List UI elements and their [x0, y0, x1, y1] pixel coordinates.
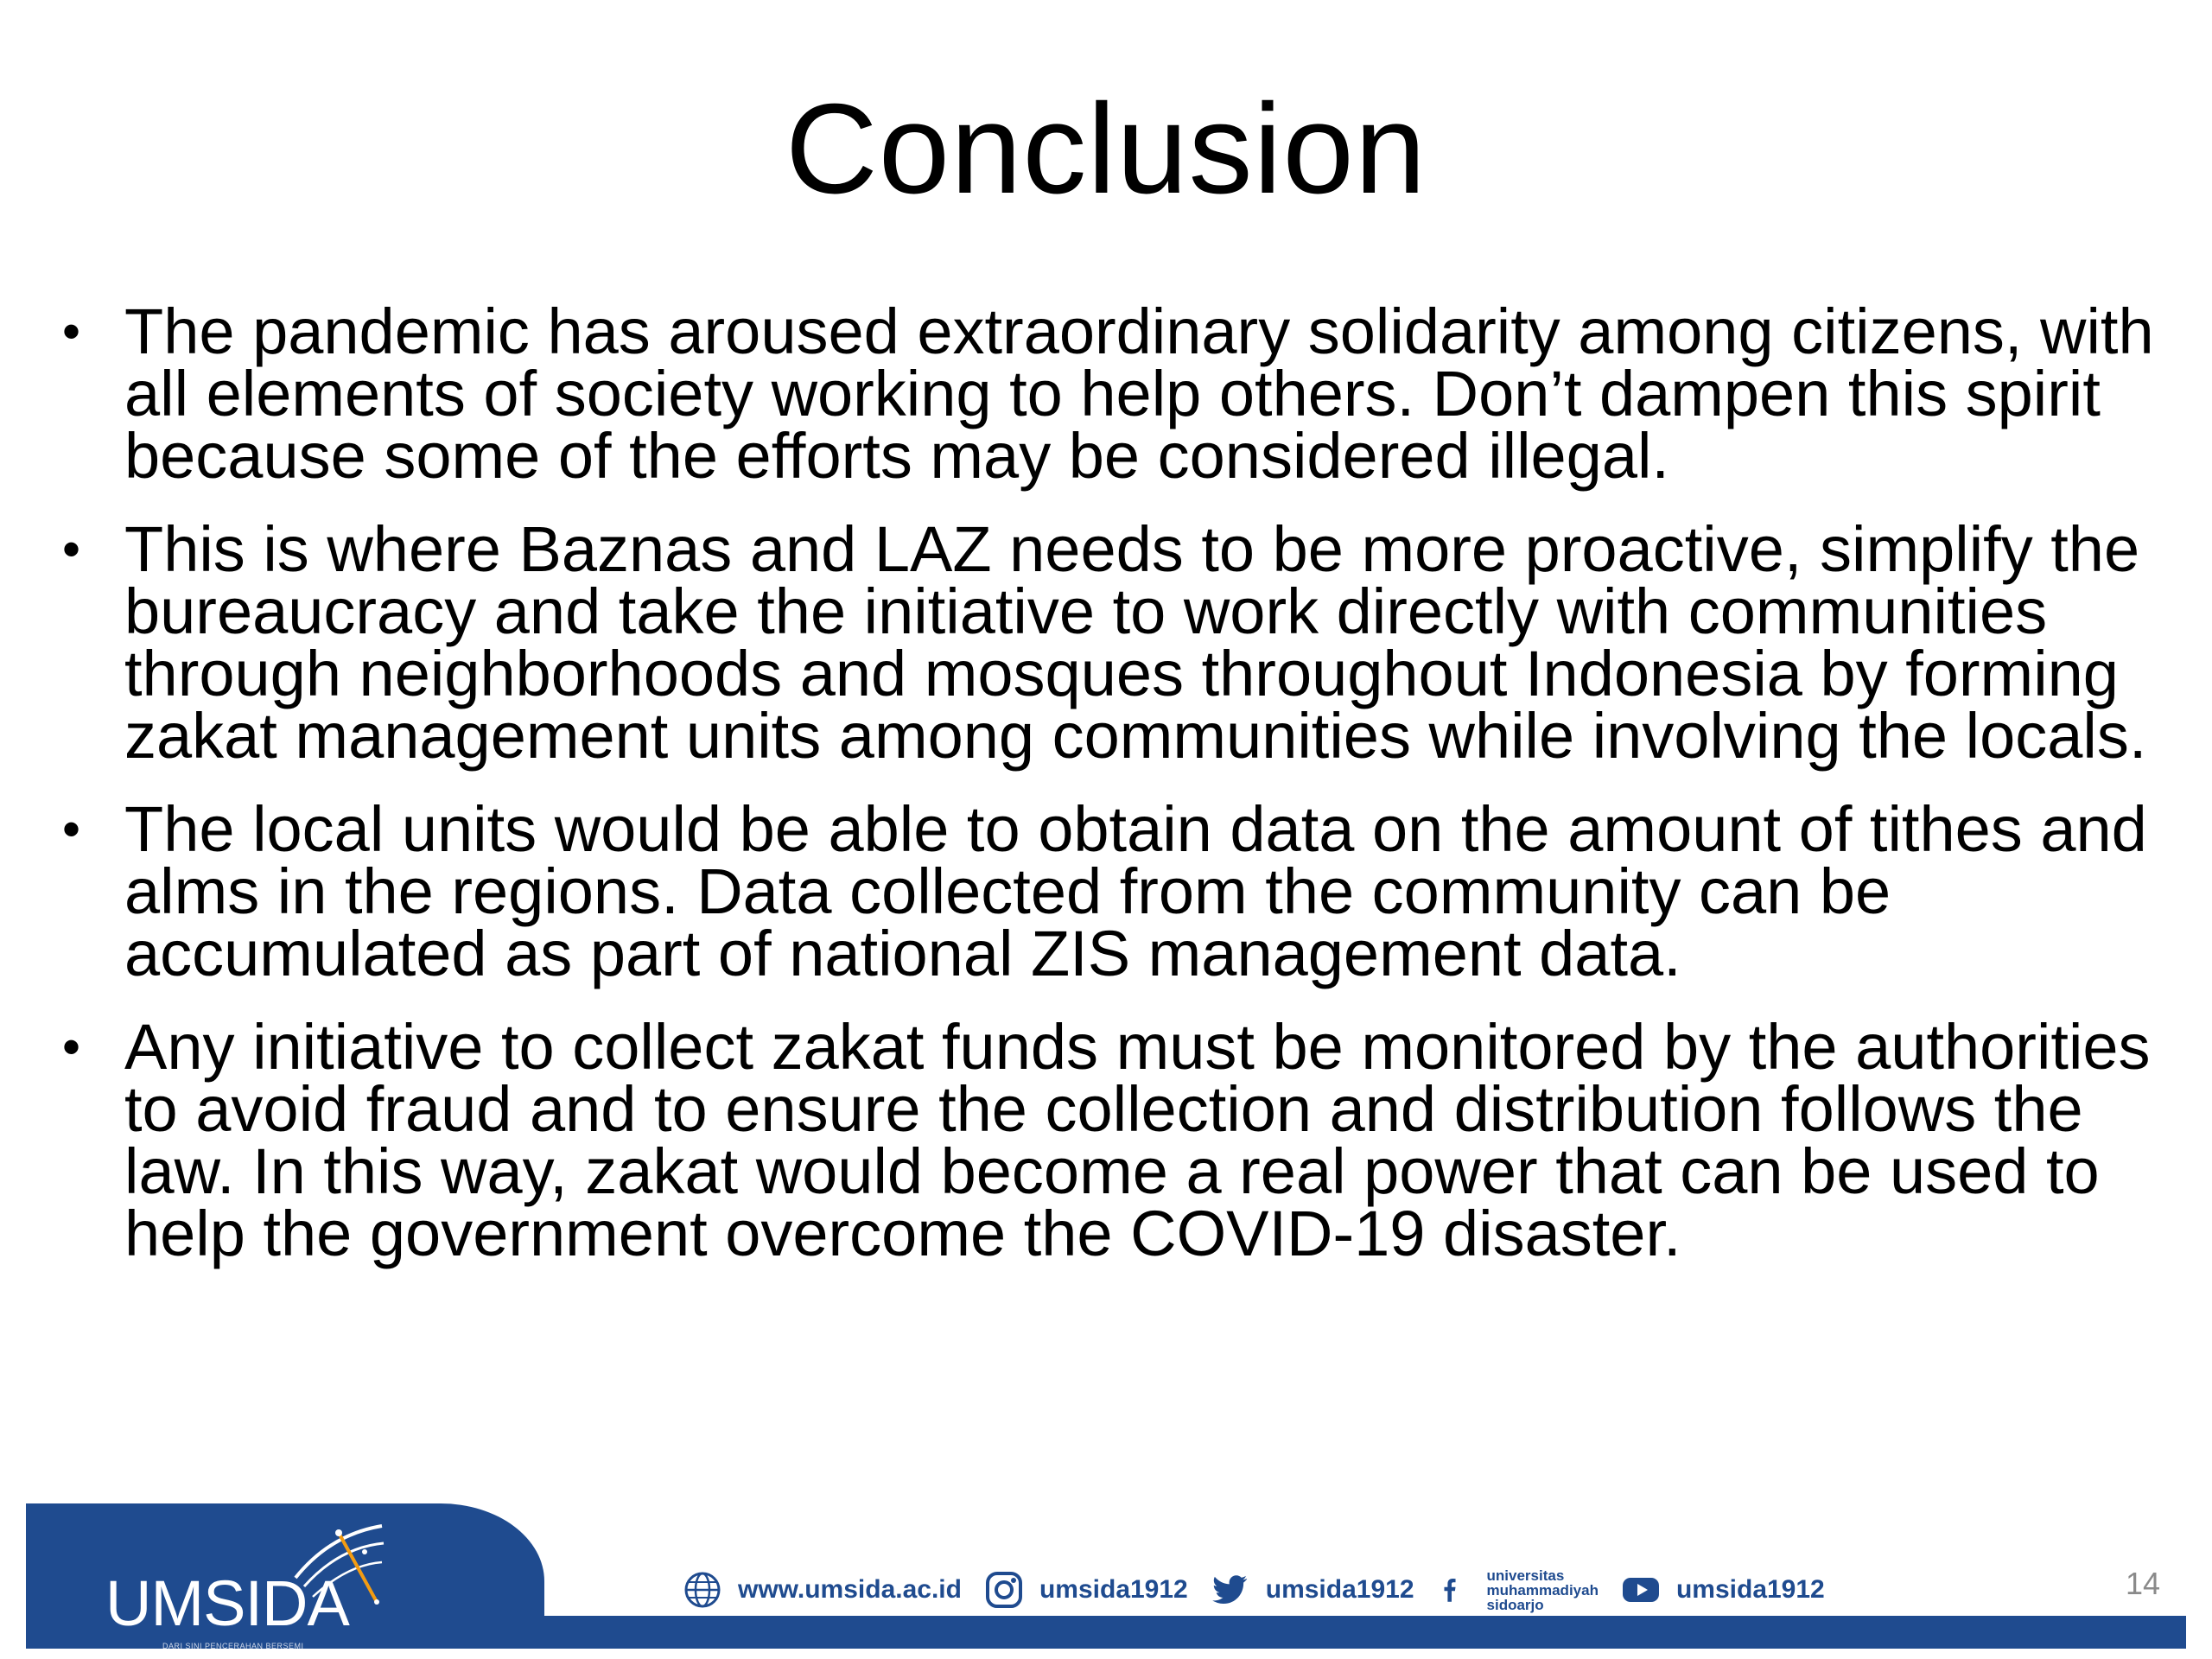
bullet-marker: •	[62, 302, 81, 360]
bullet-list	[59, 296, 2176, 1296]
bullet-text: The pandemic has aroused extraordinary solidarity among citizens, with all elements of society working to help others. Don’t dampen this spirit because some of the efforts may be considered illegal.	[124, 296, 2154, 492]
youtube-link[interactable]	[1621, 1570, 1825, 1610]
facebook-line: muhammadiyah	[1486, 1581, 1599, 1599]
social-links	[683, 1564, 1847, 1616]
page-number: 14	[2125, 1566, 2160, 1601]
youtube-icon	[1621, 1570, 1661, 1610]
logo-tagline: DARI SINI PENCERAHAN BERSEMI	[162, 1642, 304, 1650]
logo-wordmark: UMSIDA	[105, 1567, 349, 1639]
bullet-text: This is where Baznas and LAZ needs to be more proactive, simplify the bureaucracy and take the initiative to work directly with communities through neighborhoods and mosques throughout Indonesia by forming zakat management units among communities while involving the locals.	[124, 513, 2147, 772]
twitter-icon	[1211, 1570, 1250, 1610]
bullet-marker: •	[62, 800, 81, 858]
facebook-name	[1487, 1568, 1599, 1612]
website-text: www.umsida.ac.id	[738, 1575, 962, 1604]
bullet-text: The local units would be able to obtain data on the amount of tithes and alms in the regions. Data collected from the community can be accumulated as part of national ZIS management data.	[124, 793, 2147, 989]
bullet-item	[59, 1011, 2176, 1269]
umsida-logo	[105, 1557, 391, 1650]
website-link[interactable]	[683, 1570, 962, 1610]
bullet-marker: •	[62, 520, 81, 578]
instagram-link[interactable]	[984, 1570, 1188, 1610]
bullet-item	[59, 296, 2176, 492]
facebook-line: universitas	[1486, 1567, 1565, 1584]
slide-footer	[26, 1503, 2186, 1649]
facebook-line: sidoarjo	[1486, 1596, 1544, 1613]
bullet-item	[59, 513, 2176, 772]
twitter-link[interactable]	[1211, 1570, 1414, 1610]
globe-icon	[683, 1570, 722, 1610]
bullet-text: Any initiative to collect zakat funds must be monitored by the authorities to avoid fraud and to ensure the collection and distribution follows the law. In this way, zakat would become a real power that can be used to help the government overcome the COVID-19 disaster.	[124, 1011, 2151, 1269]
facebook-icon	[1437, 1570, 1463, 1610]
instagram-icon	[984, 1570, 1024, 1610]
instagram-handle: umsida1912	[1039, 1575, 1188, 1604]
twitter-handle: umsida1912	[1265, 1575, 1414, 1604]
youtube-handle: umsida1912	[1675, 1575, 1825, 1604]
bullet-item	[59, 793, 2176, 989]
bullet-marker: •	[62, 1018, 81, 1076]
slide-title: Conclusion	[785, 78, 1427, 220]
facebook-link[interactable]	[1437, 1568, 1599, 1612]
